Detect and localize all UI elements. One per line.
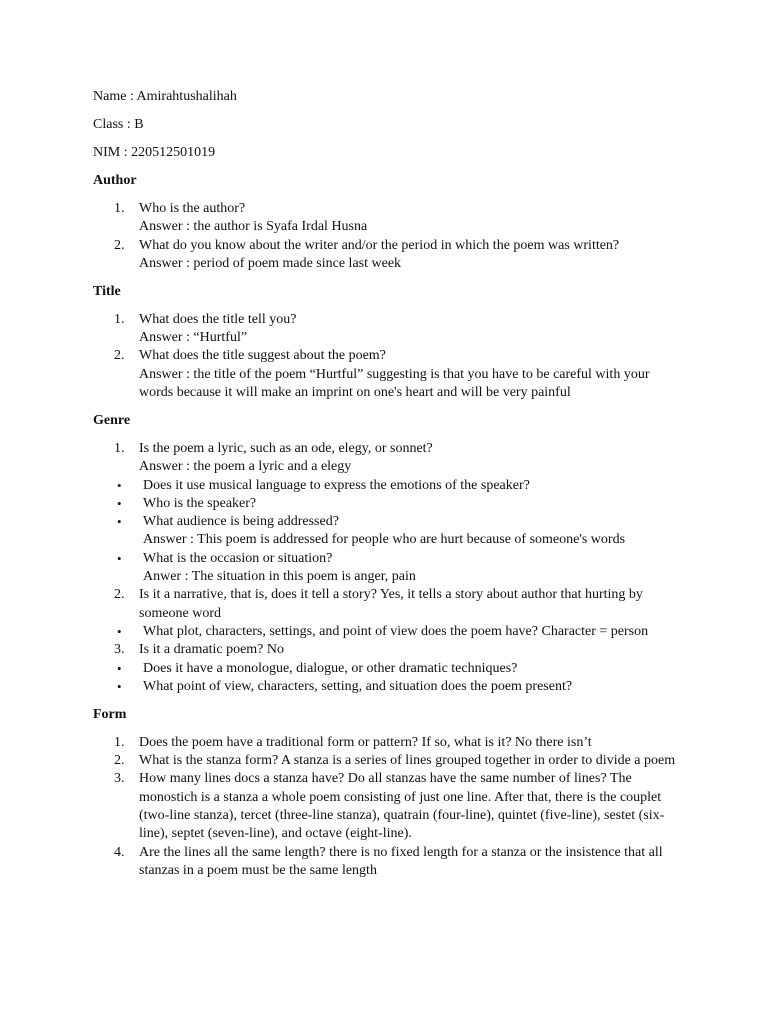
question-text: Is it a dramatic poem? No <box>139 642 285 658</box>
numbered-item <box>93 844 678 881</box>
question-text: Does the poem have a traditional form or pattern? If so, what is it? No there isn’t <box>139 734 592 750</box>
answer-text: Answer : the poem a lyric and a elegy <box>139 459 352 475</box>
question-text: Does it use musical language to express the emotions of the speaker? <box>143 477 530 493</box>
bullet-item <box>93 660 678 678</box>
question-list <box>93 440 678 696</box>
bullet-item <box>93 495 678 513</box>
numbered-item <box>93 770 678 843</box>
student-name: Name : Amirahtushalihah <box>93 89 237 104</box>
student-class: Class : B <box>93 116 144 132</box>
list-marker: 2. <box>114 237 125 253</box>
question-text: Does it have a monologue, dialogue, or other dramatic techniques? <box>143 660 518 676</box>
list-marker: • <box>117 660 122 676</box>
section-heading: Genre <box>93 412 131 428</box>
section-author <box>93 172 678 273</box>
answer-text: Anwer : The situation in this poem is anger, pain <box>143 569 416 585</box>
question-text: Who is the author? <box>139 200 246 216</box>
question-text: What is the occasion or situation? <box>143 550 333 566</box>
student-nim: NIM : 220512501019 <box>93 144 216 160</box>
question-text: What audience is being addressed? <box>143 514 339 530</box>
question-text: Is the poem a lyric, such as an ode, elegy, or sonnet? <box>139 440 433 456</box>
list-marker: 2. <box>114 587 125 603</box>
section-title <box>93 283 678 402</box>
question-text: What does the title suggest about the poem? <box>139 348 386 364</box>
section-genre <box>93 412 678 696</box>
question-text: What is the stanza form? A stanza is a series of lines grouped together in order to divide a poem <box>139 753 676 769</box>
bullet-item <box>93 477 678 495</box>
question-text: What point of view, characters, setting, and situation does the poem present? <box>143 678 573 694</box>
numbered-item <box>93 586 678 623</box>
numbered-item <box>93 752 678 770</box>
answer-text: Answer : the title of the poem “Hurtful” suggesting is that you have to be careful with your words because it will make an imprint on one's heart and will be very painful <box>139 366 650 400</box>
section-heading: Title <box>93 283 121 299</box>
question-text: Are the lines all the same length? there is no fixed length for a stanza or the insistence that all stanzas in a poem must be the same length <box>139 844 663 878</box>
list-marker: 1. <box>114 440 125 456</box>
list-marker: • <box>117 495 122 511</box>
question-text: What do you know about the writer and/or the period in which the poem was written? <box>139 237 620 253</box>
section-heading: Form <box>93 706 127 722</box>
list-marker: 3. <box>114 642 125 658</box>
list-marker: 2. <box>114 348 125 364</box>
list-marker: 3. <box>114 771 125 787</box>
numbered-item <box>93 734 678 752</box>
answer-text: Answer : “Hurtful” <box>139 330 248 346</box>
question-text: What does the title tell you? <box>139 311 297 327</box>
question-list <box>93 311 678 402</box>
question-text: Who is the speaker? <box>143 495 257 511</box>
numbered-item <box>93 311 678 348</box>
answer-text: Answer : the author is Syafa Irdal Husna <box>139 219 368 235</box>
list-marker: • <box>117 678 122 694</box>
answer-text: Answer : period of poem made since last week <box>139 255 402 271</box>
bullet-item <box>93 550 678 587</box>
list-marker: 1. <box>114 311 125 327</box>
section-form <box>93 706 678 880</box>
question-text: Is it a narrative, that is, does it tell a story? Yes, it tells a story about author that hurting by someone word <box>139 587 643 621</box>
list-marker: • <box>117 623 122 639</box>
list-marker: 4. <box>114 844 125 860</box>
question-text: How many lines docs a stanza have? Do all stanzas have the same number of lines? The monostich is a stanza a whole poem consisting of just one line. After that, there is the couplet (two-line stanza), tercet (three-line stanza), quatrain (four-line), quintet (five-line), sestet (six-line), septet (seven-line), and octave (eight-line). <box>139 771 665 842</box>
question-list <box>93 734 678 880</box>
list-marker: 1. <box>114 200 125 216</box>
list-marker: • <box>117 550 122 566</box>
list-marker: 2. <box>114 753 125 769</box>
bullet-item <box>93 678 678 696</box>
answer-text: Answer : This poem is addressed for people who are hurt because of someone's words <box>143 532 626 548</box>
numbered-item <box>93 237 678 274</box>
list-marker: • <box>117 477 122 493</box>
numbered-item <box>93 641 678 659</box>
list-marker: • <box>117 514 122 530</box>
question-text: What plot, characters, settings, and point of view does the poem have? Character = person <box>143 623 649 639</box>
bullet-item <box>93 623 678 641</box>
list-marker: 1. <box>114 734 125 750</box>
numbered-item <box>93 347 678 402</box>
numbered-item <box>93 440 678 477</box>
bullet-item <box>93 513 678 550</box>
question-list <box>93 200 678 273</box>
section-heading: Author <box>93 172 137 188</box>
numbered-item <box>93 200 678 237</box>
